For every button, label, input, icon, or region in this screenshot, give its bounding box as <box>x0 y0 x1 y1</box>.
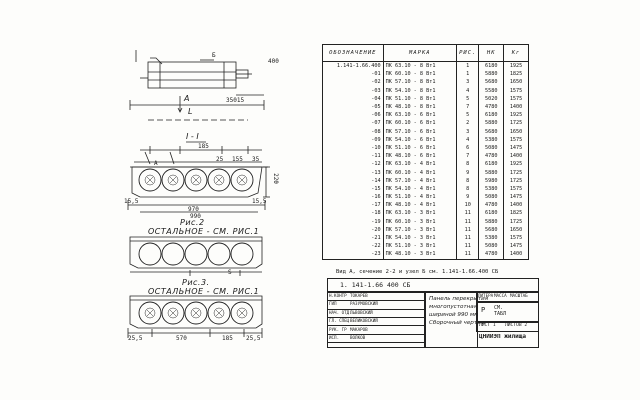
scale-header: МАСШТАБ <box>510 293 528 298</box>
cell-fig: 11 <box>457 242 479 250</box>
cell-fig: 8 <box>457 160 479 168</box>
s1-dim-height: 220 <box>271 173 279 184</box>
cell-mass: 5080 <box>479 144 504 152</box>
cell-fig: 5 <box>457 111 479 119</box>
cell-mark: ПК 60.10 - 8 Вт1 <box>383 70 457 78</box>
cell-mark: ПК 51.10 - 8 Вт1 <box>383 95 457 103</box>
cell-code: -12 <box>323 160 384 168</box>
mark-a-label: А <box>154 160 158 167</box>
table-row <box>323 242 529 250</box>
cell-fig: 6 <box>457 144 479 152</box>
cell-mark: ПК 63.10 - 8 Вт1 <box>383 62 457 71</box>
cell-mark: ПК 63.10 - 4 Вт1 <box>383 160 457 168</box>
cell-code: -21 <box>323 234 384 242</box>
signature-role: НАЧ. ОТД <box>329 309 350 315</box>
cell-mass: 6180 <box>479 209 504 217</box>
s1-dim-35: 35 <box>252 156 260 163</box>
cell-mass: 4780 <box>479 103 504 111</box>
cell-code: -02 <box>323 78 384 86</box>
cell-code: -14 <box>323 177 384 185</box>
cell-mass: 4780 <box>479 201 504 209</box>
cell-code: -08 <box>323 128 384 136</box>
fig3-dim-185: 185 <box>222 335 233 342</box>
s1-dim-185: 185 <box>198 143 209 150</box>
cell-code: -07 <box>323 119 384 127</box>
cell-vol: 1725 <box>504 177 529 185</box>
signature-divider <box>327 334 424 335</box>
table-row <box>323 234 529 242</box>
title-line-4: Сборочный чертеж <box>429 320 486 326</box>
cell-code: -13 <box>323 168 384 176</box>
header-mark: МАРКА <box>383 45 457 62</box>
cell-code: -09 <box>323 136 384 144</box>
s1-dim-970: 970 <box>188 206 199 213</box>
section-title: I - I <box>186 132 199 141</box>
table-row <box>323 193 529 201</box>
cell-vol: 1475 <box>504 193 529 201</box>
cell-vol: 1925 <box>504 160 529 168</box>
fig2-title: Рис.2 <box>180 218 205 227</box>
cell-code: -10 <box>323 144 384 152</box>
table-row <box>323 119 529 127</box>
table-row <box>323 177 529 185</box>
signature-name: ВОЛКОВ <box>350 335 366 340</box>
cell-fig: 7 <box>457 152 479 160</box>
cell-vol: 1475 <box>504 144 529 152</box>
fig3-dim-570: 570 <box>176 335 187 342</box>
cell-fig: 11 <box>457 218 479 226</box>
spec-table-body <box>323 62 529 260</box>
cell-code: -15 <box>323 185 384 193</box>
cell-code: -11 <box>323 152 384 160</box>
fig2-dim-s: S <box>228 269 232 276</box>
sheet-label: ЛИСТ 1 <box>479 323 496 328</box>
table-row <box>323 144 529 152</box>
table-row <box>323 95 529 103</box>
table-row <box>323 185 529 193</box>
cell-fig: 2 <box>457 119 479 127</box>
table-row <box>323 226 529 234</box>
fig3-note: ОСТАЛЬНОЕ - СМ. РИС.1 <box>148 287 260 296</box>
cell-code: -20 <box>323 226 384 234</box>
cell-mass: 5080 <box>479 193 504 201</box>
cell-vol: 1400 <box>504 201 529 209</box>
table-row <box>323 250 529 259</box>
signature-name: ВЕЛИКОВСКИЙ <box>350 318 378 324</box>
cell-mass: 5680 <box>479 78 504 86</box>
fig3-dim-right: 25,5 <box>246 335 261 342</box>
table-row <box>323 128 529 136</box>
cell-mark: ПК 60.10 - 6 Вт1 <box>383 119 457 127</box>
signature-role: ГЛ. СПЕЦ <box>329 318 350 324</box>
cell-mark: ПК 57.10 - 4 Вт1 <box>383 177 457 185</box>
cell-vol: 1725 <box>504 218 529 226</box>
cell-code: -06 <box>323 111 384 119</box>
cell-vol: 1650 <box>504 78 529 86</box>
signature-role: Н.КОНТР <box>329 293 347 298</box>
cell-mark: ПК 57.10 - 3 Вт1 <box>383 226 457 234</box>
cell-mass: 5680 <box>479 226 504 234</box>
cell-fig: 8 <box>457 185 479 193</box>
cell-mark: ПК 48.10 - 6 Вт1 <box>383 152 457 160</box>
cell-mark: ПК 51.10 - 6 Вт1 <box>383 144 457 152</box>
fig3-dim-left: 25,5 <box>128 335 143 342</box>
org-name: ЦНИИЭП жилища <box>479 334 526 340</box>
cell-code: -23 <box>323 250 384 259</box>
cell-mass: 5020 <box>479 95 504 103</box>
s1-dim-left: 15,5 <box>124 198 139 205</box>
header-designation: ОБОЗНАЧЕНИЕ <box>323 45 384 62</box>
cell-mass: 5880 <box>479 70 504 78</box>
length-l-label: L <box>188 107 193 116</box>
cell-mark: ПК 63.10 - 3 Вт1 <box>383 209 457 217</box>
cell-mass: 5380 <box>479 234 504 242</box>
signature-divider <box>327 342 424 343</box>
fig3-outline <box>130 296 262 328</box>
signature-role: ИСП. <box>329 335 340 340</box>
title-line-3: шириной 990 мм <box>429 312 479 318</box>
cell-code: -16 <box>323 193 384 201</box>
cell-mark: ПК 48.10 - 8 Вт1 <box>383 103 457 111</box>
cell-fig: 11 <box>457 226 479 234</box>
cell-mark: ПК 54.10 - 8 Вт1 <box>383 87 457 95</box>
title-line-2: многопустотная <box>429 304 478 310</box>
cell-mass: 5080 <box>479 242 504 250</box>
cell-mass: 5880 <box>479 119 504 127</box>
cell-mark: ПК 63.10 - 6 Вт1 <box>383 111 457 119</box>
table-row <box>323 78 529 86</box>
cell-vol: 1575 <box>504 136 529 144</box>
table-row <box>323 87 529 95</box>
cell-vol: 1475 <box>504 242 529 250</box>
cell-fig: 3 <box>457 128 479 136</box>
cell-vol: 1400 <box>504 152 529 160</box>
cell-code: -17 <box>323 201 384 209</box>
table-row <box>323 209 529 217</box>
fig3-title: Рис.3. <box>182 278 210 287</box>
cell-code: -19 <box>323 218 384 226</box>
fig2-voids <box>139 243 253 265</box>
cell-mark: ПК 51.10 - 3 Вт1 <box>383 242 457 250</box>
table-row <box>323 70 529 78</box>
cell-code: -04 <box>323 95 384 103</box>
cell-mark: ПК 54.10 - 3 Вт1 <box>383 234 457 242</box>
cell-vol: 1825 <box>504 209 529 217</box>
cell-mark: ПК 57.10 - 6 Вт1 <box>383 128 457 136</box>
sheets-label: ЛИСТОВ 2 <box>505 323 528 328</box>
table-row <box>323 201 529 209</box>
cell-vol: 1575 <box>504 234 529 242</box>
s1-dim-right: 15,5 <box>252 198 267 205</box>
cell-vol: 1925 <box>504 111 529 119</box>
cell-fig: 9 <box>457 168 479 176</box>
signature-role: РУК. ГР <box>329 326 347 332</box>
table-row <box>323 168 529 176</box>
signature-name: МАКАРОВ <box>350 326 368 332</box>
signature-name: ТОКАРЕВ <box>350 293 368 298</box>
view-a-label: A <box>184 94 190 103</box>
mark-b-label: Б <box>212 52 216 59</box>
table-row <box>323 103 529 111</box>
cell-code: 1.141-1.66.400 <box>323 62 384 71</box>
cell-fig: 10 <box>457 201 479 209</box>
fig2-note: ОСТАЛЬНОЕ - СМ. РИС.1 <box>148 227 260 236</box>
cell-mass: 5580 <box>479 87 504 95</box>
cell-fig: 11 <box>457 250 479 259</box>
cell-mass: 4780 <box>479 250 504 259</box>
spec-table <box>322 44 529 260</box>
cell-mark: ПК 48.10 - 4 Вт1 <box>383 201 457 209</box>
table-row <box>323 111 529 119</box>
cell-mark: ПК 54.10 - 6 Вт1 <box>383 136 457 144</box>
cell-vol: 1825 <box>504 70 529 78</box>
elevation-panel-outline <box>148 62 236 88</box>
cell-vol: 1925 <box>504 62 529 71</box>
table-row <box>323 218 529 226</box>
cell-mass: 6180 <box>479 111 504 119</box>
cell-mark: ПК 51.10 - 4 Вт1 <box>383 193 457 201</box>
mass-header: МАССА <box>494 293 507 298</box>
header-fig: РИС. <box>457 45 479 62</box>
cell-mark: ПК 60.10 - 4 Вт1 <box>383 168 457 176</box>
cell-fig: 4 <box>457 136 479 144</box>
cell-mass: 6180 <box>479 160 504 168</box>
cell-mass: 4780 <box>479 152 504 160</box>
cell-vol: 1400 <box>504 103 529 111</box>
cell-mass: 6180 <box>479 62 504 71</box>
signature-role: ГИП <box>329 301 337 307</box>
cell-mark: ПК 54.10 - 4 Вт1 <box>383 185 457 193</box>
cell-mass: 5980 <box>479 177 504 185</box>
cell-fig: 11 <box>457 234 479 242</box>
s1-dim-25: 25 <box>216 156 224 163</box>
cell-mass: 5880 <box>479 218 504 226</box>
header-mass: НК <box>479 45 504 62</box>
dim-35015: 35015 <box>226 97 245 104</box>
table-row <box>323 136 529 144</box>
table-row <box>323 152 529 160</box>
dim-top: 400 <box>268 58 279 65</box>
cell-fig: 1 <box>457 62 479 71</box>
s1-dim-width: 990 <box>190 213 201 220</box>
mass-value: СМ. ТАБЛ <box>494 305 507 317</box>
cell-mass: 5380 <box>479 185 504 193</box>
cell-vol: 1650 <box>504 128 529 136</box>
signature-name: ЛЬВОВСКИЙ <box>350 309 373 315</box>
cell-fig: 1 <box>457 70 479 78</box>
cell-mark: ПК 60.10 - 3 Вт1 <box>383 218 457 226</box>
cell-vol: 1725 <box>504 168 529 176</box>
cell-vol: 1575 <box>504 185 529 193</box>
cell-fig: 4 <box>457 87 479 95</box>
cell-vol: 1725 <box>504 119 529 127</box>
cell-mark: ПК 57.10 - 8 Вт1 <box>383 78 457 86</box>
cell-fig: 8 <box>457 177 479 185</box>
cell-fig: 11 <box>457 209 479 217</box>
s1-dim-155: 155 <box>232 156 243 163</box>
cell-mass: 5380 <box>479 136 504 144</box>
cell-fig: 5 <box>457 95 479 103</box>
cell-code: -18 <box>323 209 384 217</box>
cell-mark: ПК 48.10 - 3 Вт1 <box>383 250 457 259</box>
cell-code: -05 <box>323 103 384 111</box>
title-line-1: Панель перекрытия <box>429 296 489 302</box>
cell-code: -22 <box>323 242 384 250</box>
cell-fig: 7 <box>457 103 479 111</box>
cell-code: -03 <box>323 87 384 95</box>
cell-vol: 1400 <box>504 250 529 259</box>
stage-value: Р <box>481 307 486 313</box>
cell-mass: 5880 <box>479 168 504 176</box>
header-volume: Кг <box>504 45 529 62</box>
stage-header: ЛИТЕРА <box>478 293 494 298</box>
fig2-outline <box>130 237 262 268</box>
cell-mass: 5680 <box>479 128 504 136</box>
note-below-table: Вид А, сечение 2-2 и узел Б см. 1.141-1.66.400 СБ <box>336 269 499 275</box>
table-row <box>323 62 529 71</box>
cell-vol: 1575 <box>504 87 529 95</box>
cell-fig: 3 <box>457 78 479 86</box>
table-row <box>323 160 529 168</box>
cell-vol: 1650 <box>504 226 529 234</box>
signature-name: РАЗУМОВСКИЙ <box>350 301 378 307</box>
cell-vol: 1575 <box>504 95 529 103</box>
cell-code: -01 <box>323 70 384 78</box>
section-1-outline <box>132 167 262 197</box>
cell-fig: 9 <box>457 193 479 201</box>
doc-code: 1. 141-1.66 400 СБ <box>340 282 411 288</box>
